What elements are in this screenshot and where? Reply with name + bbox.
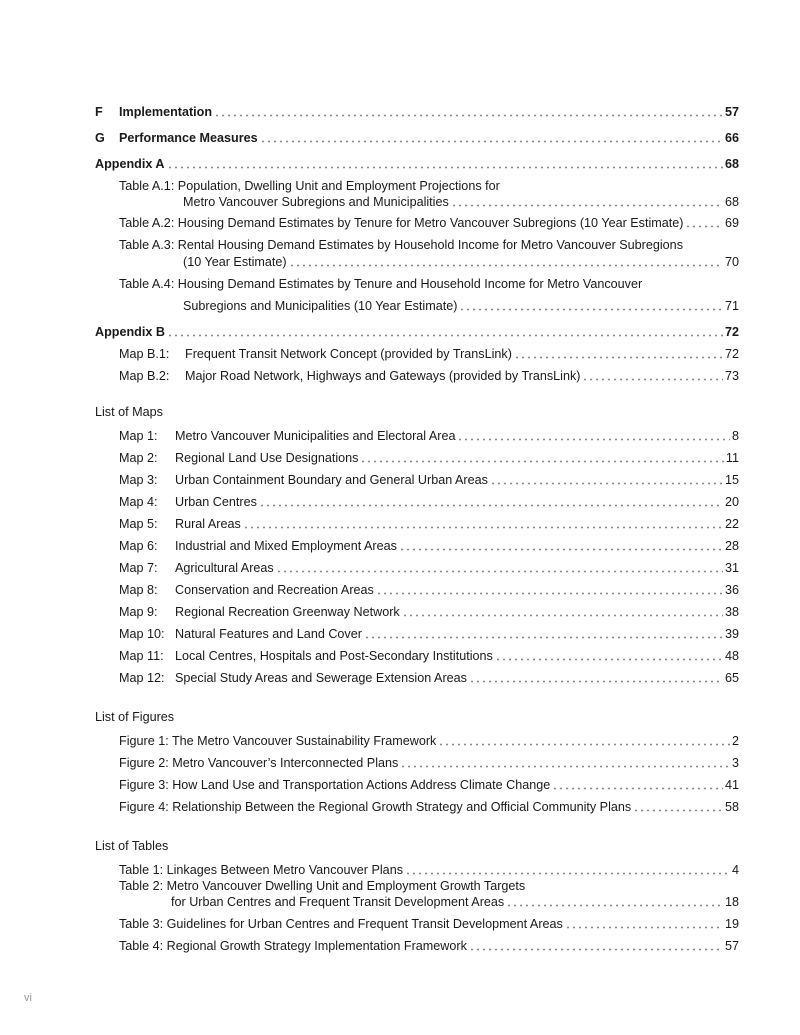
dot-leader — [259, 504, 723, 507]
toc-entry-map[interactable] — [119, 669, 739, 686]
dot-leader — [490, 482, 723, 485]
entry-code: Map 7: — [119, 561, 158, 575]
toc-entry-map[interactable] — [119, 581, 739, 598]
page-number: 71 — [724, 299, 739, 313]
dot-leader — [451, 204, 723, 207]
page-number: 31 — [724, 561, 739, 575]
toc-entry-map[interactable] — [119, 625, 739, 642]
page-number: 57 — [724, 939, 739, 953]
entry-title: Figure 2: Metro Vancouver’s Interconnected Plans — [119, 756, 399, 770]
dot-leader — [260, 140, 723, 143]
page-number: 18 — [724, 895, 739, 909]
toc-entry-figure[interactable] — [119, 776, 739, 793]
toc-entry-table-2[interactable] — [171, 893, 739, 910]
dot-leader — [552, 787, 723, 790]
toc-entry-table-a3[interactable] — [183, 253, 739, 270]
entry-title: Special Study Areas and Sewerage Extension Areas — [175, 671, 467, 685]
entry-code: Map 3: — [119, 473, 158, 487]
toc-entry-appendix-b[interactable] — [95, 323, 739, 340]
dot-leader — [402, 614, 723, 617]
page-number: 36 — [724, 583, 739, 597]
entry-title: Urban Containment Boundary and General Urban Areas — [175, 473, 488, 487]
list-of-maps-heading: List of Maps — [95, 405, 163, 419]
table-a4-line1: Table A.4: Housing Demand Estimates by Tenure and Household Income for Metro Vancouver — [119, 277, 643, 291]
page-number: 70 — [724, 255, 739, 269]
dot-leader — [469, 680, 723, 683]
entry-title: Implementation — [119, 105, 213, 119]
page-number: 8 — [731, 429, 739, 443]
dot-leader — [685, 225, 723, 228]
page-number: 4 — [731, 863, 739, 877]
page-number: 2 — [731, 734, 739, 748]
toc-entry-map[interactable] — [119, 603, 739, 620]
entry-code: Map 5: — [119, 517, 158, 531]
page-folio: vi — [24, 992, 32, 1004]
dot-leader — [405, 872, 730, 875]
entry-title: Frequent Transit Network Concept (provided by TransLink) — [185, 347, 512, 361]
page-number: 73 — [724, 369, 739, 383]
toc-entry-table-4[interactable] — [119, 937, 739, 954]
dot-leader — [243, 526, 723, 529]
entry-title: Regional Land Use Designations — [175, 451, 359, 465]
page-number: 19 — [724, 917, 739, 931]
toc-entry-table-a4[interactable] — [183, 297, 739, 314]
dot-leader — [399, 548, 723, 551]
page-number: 22 — [724, 517, 739, 531]
entry-code: Map 9: — [119, 605, 158, 619]
entry-code: Map B.1: — [119, 347, 170, 361]
entry-title: Industrial and Mixed Employment Areas — [175, 539, 397, 553]
entry-title: Conservation and Recreation Areas — [175, 583, 374, 597]
page-number: 15 — [724, 473, 739, 487]
dot-leader — [582, 378, 723, 381]
toc-entry-map[interactable] — [119, 647, 739, 664]
entry-code: Map B.2: — [119, 369, 170, 383]
toc-entry-map-b2[interactable] — [119, 367, 739, 384]
page-number: 3 — [731, 756, 739, 770]
entry-code: Map 8: — [119, 583, 158, 597]
toc-entry-performance-measures[interactable] — [95, 129, 739, 146]
page-number: 57 — [724, 105, 739, 119]
toc-entry-map[interactable] — [119, 515, 739, 532]
entry-code: Map 11: — [119, 649, 164, 663]
entry-title: Major Road Network, Highways and Gateways (provided by TransLink) — [185, 369, 581, 383]
toc-entry-table-a1[interactable] — [183, 193, 739, 210]
section-code: F — [95, 105, 103, 119]
page-number: 38 — [724, 605, 739, 619]
entry-title: Appendix A — [95, 157, 165, 171]
entry-title: Agricultural Areas — [175, 561, 274, 575]
dot-leader — [565, 926, 723, 929]
toc-entry-table-3[interactable] — [119, 915, 739, 932]
entry-title: Appendix B — [95, 325, 165, 339]
entry-title: Figure 4: Relationship Between the Regional Growth Strategy and Official Community Plans — [119, 800, 632, 814]
toc-entry-table-a2[interactable] — [119, 214, 739, 231]
toc-entry-map[interactable] — [119, 449, 739, 466]
entry-title: Table 1: Linkages Between Metro Vancouver Plans — [119, 863, 403, 877]
page-number: 28 — [724, 539, 739, 553]
dot-leader — [459, 308, 723, 311]
toc-entry-map-b1[interactable] — [119, 345, 739, 362]
entry-title: Natural Features and Land Cover — [175, 627, 362, 641]
toc-entry-map[interactable] — [119, 471, 739, 488]
toc-entry-figure[interactable] — [119, 732, 739, 749]
entry-title: Table 3: Guidelines for Urban Centres and Frequent Transit Development Areas — [119, 917, 563, 931]
dot-leader — [167, 166, 723, 169]
dot-leader — [633, 809, 723, 812]
page-number: 68 — [724, 195, 739, 209]
dot-leader — [495, 658, 723, 661]
page-number: 39 — [724, 627, 739, 641]
page-number: 68 — [724, 157, 739, 171]
dot-leader — [214, 114, 723, 117]
table-2-line1: Table 2: Metro Vancouver Dwelling Unit and Employment Growth Targets — [119, 879, 526, 893]
toc-entry-map[interactable] — [119, 537, 739, 554]
entry-code: Map 12: — [119, 671, 165, 685]
page-number: 58 — [724, 800, 739, 814]
dot-leader — [506, 904, 723, 907]
dot-leader — [514, 356, 723, 359]
dot-leader — [276, 570, 723, 573]
page-number: 41 — [724, 778, 739, 792]
entry-code: Map 10: — [119, 627, 165, 641]
dot-leader — [400, 765, 730, 768]
toc-entry-map[interactable] — [119, 493, 739, 510]
entry-title: Subregions and Municipalities (10 Year Estimate) — [183, 299, 458, 313]
dot-leader — [469, 948, 723, 951]
entry-title: Table A.2: Housing Demand Estimates by Tenure for Metro Vancouver Subregions (10 Year Estimate) — [119, 216, 684, 230]
entry-title: Performance Measures — [119, 131, 258, 145]
page-number: 48 — [724, 649, 739, 663]
section-code: G — [95, 131, 105, 145]
toc-entry-figure[interactable] — [119, 798, 739, 815]
toc-entry-map[interactable] — [119, 559, 739, 576]
entry-code: Map 6: — [119, 539, 158, 553]
list-of-figures-heading: List of Figures — [95, 710, 175, 724]
dot-leader — [457, 438, 730, 441]
entry-title: Figure 1: The Metro Vancouver Sustainability Framework — [119, 734, 437, 748]
table-a1-line1: Table A.1: Population, Dwelling Unit and Employment Projections for — [119, 179, 500, 193]
page-number: 20 — [724, 495, 739, 509]
dot-leader — [167, 334, 723, 337]
toc-entry-figure[interactable] — [119, 754, 739, 771]
page-number: 66 — [724, 131, 739, 145]
entry-code: Map 1: — [119, 429, 158, 443]
dot-leader — [289, 264, 723, 267]
entry-code: Map 4: — [119, 495, 158, 509]
entry-title: (10 Year Estimate) — [183, 255, 287, 269]
entry-title: Urban Centres — [175, 495, 257, 509]
entry-title: for Urban Centres and Frequent Transit Development Areas — [171, 895, 505, 909]
entry-title: Metro Vancouver Subregions and Municipalities — [183, 195, 449, 209]
entry-title: Rural Areas — [175, 517, 241, 531]
page-number: 11 — [725, 451, 739, 465]
page-number: 69 — [724, 216, 739, 230]
entry-code: Map 2: — [119, 451, 158, 465]
dot-leader — [376, 592, 723, 595]
list-of-tables-heading: List of Tables — [95, 839, 169, 853]
toc-entry-map[interactable] — [119, 427, 739, 444]
entry-title: Regional Recreation Greenway Network — [175, 605, 400, 619]
toc-entry-table-1[interactable] — [119, 861, 739, 878]
entry-title: Figure 3: How Land Use and Transportation Actions Address Climate Change — [119, 778, 551, 792]
page-number: 72 — [724, 325, 739, 339]
toc-entry-appendix-a[interactable] — [95, 155, 739, 172]
dot-leader — [364, 636, 723, 639]
page-number: 72 — [724, 347, 739, 361]
dot-leader — [360, 460, 723, 463]
page-number: 65 — [724, 671, 739, 685]
entry-title: Metro Vancouver Municipalities and Electoral Area — [175, 429, 456, 443]
dot-leader — [438, 743, 730, 746]
toc-entry-implementation[interactable] — [95, 103, 739, 120]
table-a3-line1: Table A.3: Rental Housing Demand Estimates by Household Income for Metro Vancouver Subregions — [119, 238, 683, 252]
entry-title: Local Centres, Hospitals and Post-Secondary Institutions — [175, 649, 493, 663]
entry-title: Table 4: Regional Growth Strategy Implementation Framework — [119, 939, 467, 953]
